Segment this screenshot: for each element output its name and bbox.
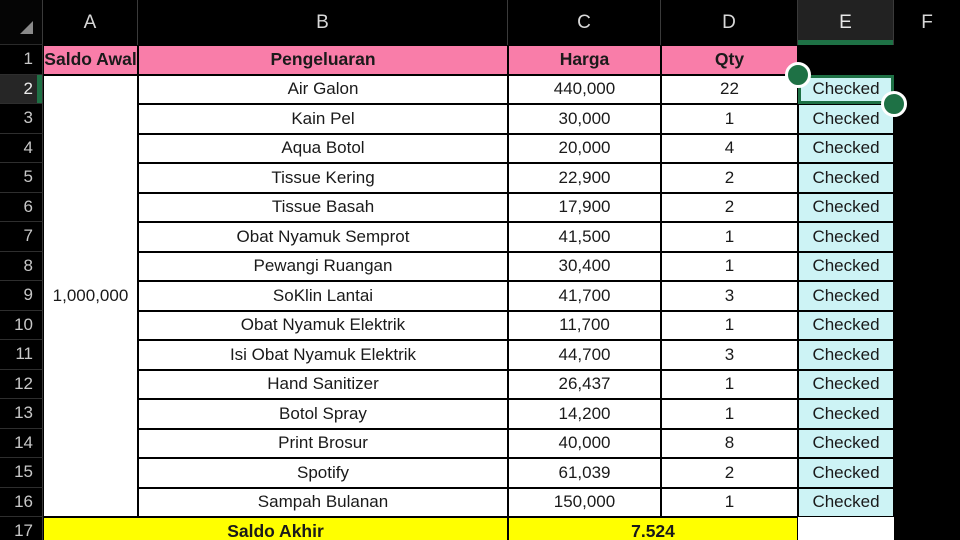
column-header-c[interactable] [508,0,661,45]
cell-qty-6[interactable] [661,193,798,223]
cell-harga-10-text: 11,700 [559,315,610,335]
cell-status-14-text: Checked [812,433,880,453]
row-header-label: 11 [15,344,33,364]
cell-status-4[interactable] [798,134,894,164]
header-cell-pengeluaran-text: Pengeluaran [270,49,376,70]
cell-harga-7-text: 41,500 [558,226,611,246]
cell-status-5[interactable] [798,163,894,193]
cell-qty-16[interactable] [661,488,798,518]
cell-item-9[interactable] [138,281,508,311]
row-header-9[interactable] [0,281,43,311]
cell-harga-15[interactable] [508,458,661,488]
column-header-d[interactable] [661,0,798,45]
cell-item-14-text: Print Brosur [278,433,368,453]
row-header-13[interactable] [0,399,43,429]
cell-status-7-text: Checked [812,226,880,246]
column-header-f[interactable] [894,0,960,45]
cell-qty-10-text: 1 [724,315,735,335]
cell-qty-8[interactable] [661,252,798,282]
cell-status-12[interactable] [798,370,894,400]
cell-saldo-akhir-label[interactable] [43,517,508,540]
cell-item-3-text: Kain Pel [291,108,355,128]
cell-harga-2-text: 440,000 [553,79,616,99]
cell-qty-9[interactable] [661,281,798,311]
cell-item-12-text: Hand Sanitizer [267,374,379,394]
cell-harga-7[interactable] [508,222,661,252]
cell-item-6-text: Tissue Basah [271,197,375,217]
cell-item-10-text: Obat Nyamuk Elektrik [240,315,406,335]
row-header-4[interactable] [0,134,43,164]
column-header-c-label: C [577,11,591,33]
column-header-e-label: E [839,11,852,33]
cell-status-16[interactable] [798,488,894,518]
row-header-label: 7 [23,226,33,246]
cell-qty-13[interactable] [661,399,798,429]
cell-status-11[interactable] [798,340,894,370]
cell-status-9-text: Checked [812,285,880,305]
cell-qty-6-text: 2 [724,197,735,217]
row-header-label: 5 [23,167,33,187]
cell-status-7[interactable] [798,222,894,252]
cell-qty-14[interactable] [661,429,798,459]
cell-harga-5[interactable] [508,163,661,193]
cell-qty-15-text: 2 [724,462,735,482]
cell-item-8-text: Pewangi Ruangan [253,256,393,276]
cell-item-10[interactable] [138,311,508,341]
cell-status-10[interactable] [798,311,894,341]
row-header-14[interactable] [0,429,43,459]
row-header-label: 9 [23,285,33,305]
cell-status-13-text: Checked [812,403,880,423]
cell-saldo-awal-value-text: 1,000,000 [52,285,129,305]
cell-qty-9-text: 3 [724,285,735,305]
cell-status-11-text: Checked [812,344,880,364]
cell-status-6-text: Checked [812,197,880,217]
cell-qty-13-text: 1 [724,403,735,423]
cell-qty-7[interactable] [661,222,798,252]
row-header-17[interactable] [0,517,43,540]
cell-qty-7-text: 1 [724,226,735,246]
cell-qty-15[interactable] [661,458,798,488]
cell-qty-4-text: 4 [724,138,735,158]
cell-status-8[interactable] [798,252,894,282]
cell-status-16-text: Checked [812,492,880,512]
cell-status-15-text: Checked [812,462,880,482]
cell-status-14[interactable] [798,429,894,459]
cell-item-4-text: Aqua Botol [281,138,365,158]
cell-harga-11-text: 44,700 [558,344,611,364]
cell-footer-status[interactable] [798,517,894,540]
cell-harga-13-text: 14,200 [558,403,611,423]
row-header-8[interactable] [0,252,43,282]
cell-item-16[interactable] [138,488,508,518]
row-header-11[interactable] [0,340,43,370]
header-cell-harga-text: Harga [559,49,610,70]
cell-item-9-text: SoKlin Lantai [272,285,374,305]
row-header-1[interactable] [0,45,43,75]
cell-status-2-text: Checked [812,79,880,99]
column-header-f-label: F [921,11,933,33]
cell-harga-3-text: 30,000 [558,108,611,128]
row-header-label: 6 [23,196,33,216]
cell-harga-2[interactable] [508,75,661,105]
column-header-row [0,0,960,45]
cell-saldo-akhir-value-text: 7.524 [631,521,675,540]
cell-harga-4[interactable] [508,134,661,164]
cell-harga-5-text: 22,900 [558,167,611,187]
cell-harga-6-text: 17,900 [558,197,611,217]
cell-harga-12-text: 26,437 [558,374,611,394]
cell-qty-4[interactable] [661,134,798,164]
cell-saldo-akhir-value[interactable] [508,517,798,540]
cell-harga-13[interactable] [508,399,661,429]
header-cell-harga[interactable] [508,45,661,75]
column-header-a[interactable] [43,0,138,45]
cell-status-8-text: Checked [812,256,880,276]
row-header-12[interactable] [0,370,43,400]
cell-status-9[interactable] [798,281,894,311]
cell-status-13[interactable] [798,399,894,429]
row-header-7[interactable] [0,222,43,252]
cell-harga-12[interactable] [508,370,661,400]
cell-qty-11[interactable] [661,340,798,370]
header-cell-pengeluaran[interactable] [138,45,508,75]
cell-harga-6[interactable] [508,193,661,223]
cell-item-7[interactable] [138,222,508,252]
cell-item-13[interactable] [138,399,508,429]
cell-status-2[interactable] [798,75,894,105]
cell-status-3-text: Checked [812,108,880,128]
cell-harga-15-text: 61,039 [558,462,611,482]
cell-saldo-akhir-label-text: Saldo Akhir [227,521,324,540]
cell-harga-3[interactable] [508,104,661,134]
cell-qty-8-text: 1 [724,256,735,276]
cell-item-15[interactable] [138,458,508,488]
column-header-b[interactable] [138,0,508,45]
cell-qty-2-text: 22 [720,79,739,99]
cell-item-12[interactable] [138,370,508,400]
row-header-5[interactable] [0,163,43,193]
cell-harga-8[interactable] [508,252,661,282]
cell-qty-12-text: 1 [724,374,735,394]
column-header-a-label: A [83,11,97,33]
cell-status-3[interactable] [798,104,894,134]
row-header-label: 15 [14,462,33,482]
cell-harga-14-text: 40,000 [558,433,611,453]
row-header-label: 8 [23,255,33,275]
cell-status-15[interactable] [798,458,894,488]
cell-item-13-text: Botol Spray [279,403,367,423]
row-header-label: 13 [14,403,33,423]
row-header-label: 16 [14,491,33,511]
select-all-triangle-icon [20,21,33,34]
select-all-button[interactable] [0,0,43,45]
column-header-b-label: B [316,11,329,33]
cell-qty-5[interactable] [661,163,798,193]
cell-item-7-text: Obat Nyamuk Semprot [236,226,410,246]
row-header-label: 3 [23,108,33,128]
row-header-10[interactable] [0,311,43,341]
cell-item-4[interactable] [138,134,508,164]
row-header-label: 14 [14,432,33,452]
header-cell-qty-text: Qty [714,49,745,70]
header-cell-saldo-awal-text: Saldo Awal [44,49,137,70]
row-header-3[interactable] [0,104,43,134]
header-cell-saldo-awal[interactable] [43,45,138,75]
row-header-label: 2 [23,78,33,98]
row-header-label: 4 [23,137,33,157]
cell-qty-3-text: 1 [724,108,735,128]
cell-qty-5-text: 2 [724,167,735,187]
cell-qty-11-text: 3 [724,344,735,364]
cell-item-11-text: Isi Obat Nyamuk Elektrik [229,344,417,364]
cell-harga-9-text: 41,700 [558,285,611,305]
cell-saldo-awal-value[interactable] [43,75,138,518]
cell-harga-14[interactable] [508,429,661,459]
cell-harga-4-text: 20,000 [558,138,611,158]
cell-item-11[interactable] [138,340,508,370]
cell-harga-11[interactable] [508,340,661,370]
cell-item-5[interactable] [138,163,508,193]
row-header-2[interactable] [0,75,43,105]
cell-qty-14-text: 8 [724,433,735,453]
row-header-label: 10 [14,314,33,334]
cell-item-6[interactable] [138,193,508,223]
cell-item-14[interactable] [138,429,508,459]
column-header-e[interactable] [798,0,894,45]
column-header-d-label: D [722,11,736,33]
cell-harga-9[interactable] [508,281,661,311]
cell-status-12-text: Checked [812,374,880,394]
row-header-label: 17 [14,521,33,540]
cell-item-5-text: Tissue Kering [271,167,375,187]
cell-item-8[interactable] [138,252,508,282]
cell-status-10-text: Checked [812,315,880,335]
row-header-16[interactable] [0,488,43,518]
header-cell-qty[interactable] [661,45,798,75]
cell-status-4-text: Checked [812,138,880,158]
cell-harga-10[interactable] [508,311,661,341]
cell-qty-10[interactable] [661,311,798,341]
cell-status-6[interactable] [798,193,894,223]
cell-harga-16-text: 150,000 [553,492,616,512]
row-header-6[interactable] [0,193,43,223]
row-header-label: 12 [14,373,33,393]
cell-harga-16[interactable] [508,488,661,518]
cell-qty-2[interactable] [661,75,798,105]
cell-qty-3[interactable] [661,104,798,134]
cell-item-2[interactable] [138,75,508,105]
cell-item-3[interactable] [138,104,508,134]
row-header-15[interactable] [0,458,43,488]
cell-item-15-text: Spotify [297,462,349,482]
cell-item-2-text: Air Galon [287,79,359,99]
cell-qty-12[interactable] [661,370,798,400]
cell-item-16-text: Sampah Bulanan [257,492,389,512]
cell-qty-16-text: 1 [724,492,735,512]
cell-harga-8-text: 30,400 [558,256,611,276]
cell-status-5-text: Checked [812,167,880,187]
row-header-label: 1 [23,49,33,69]
